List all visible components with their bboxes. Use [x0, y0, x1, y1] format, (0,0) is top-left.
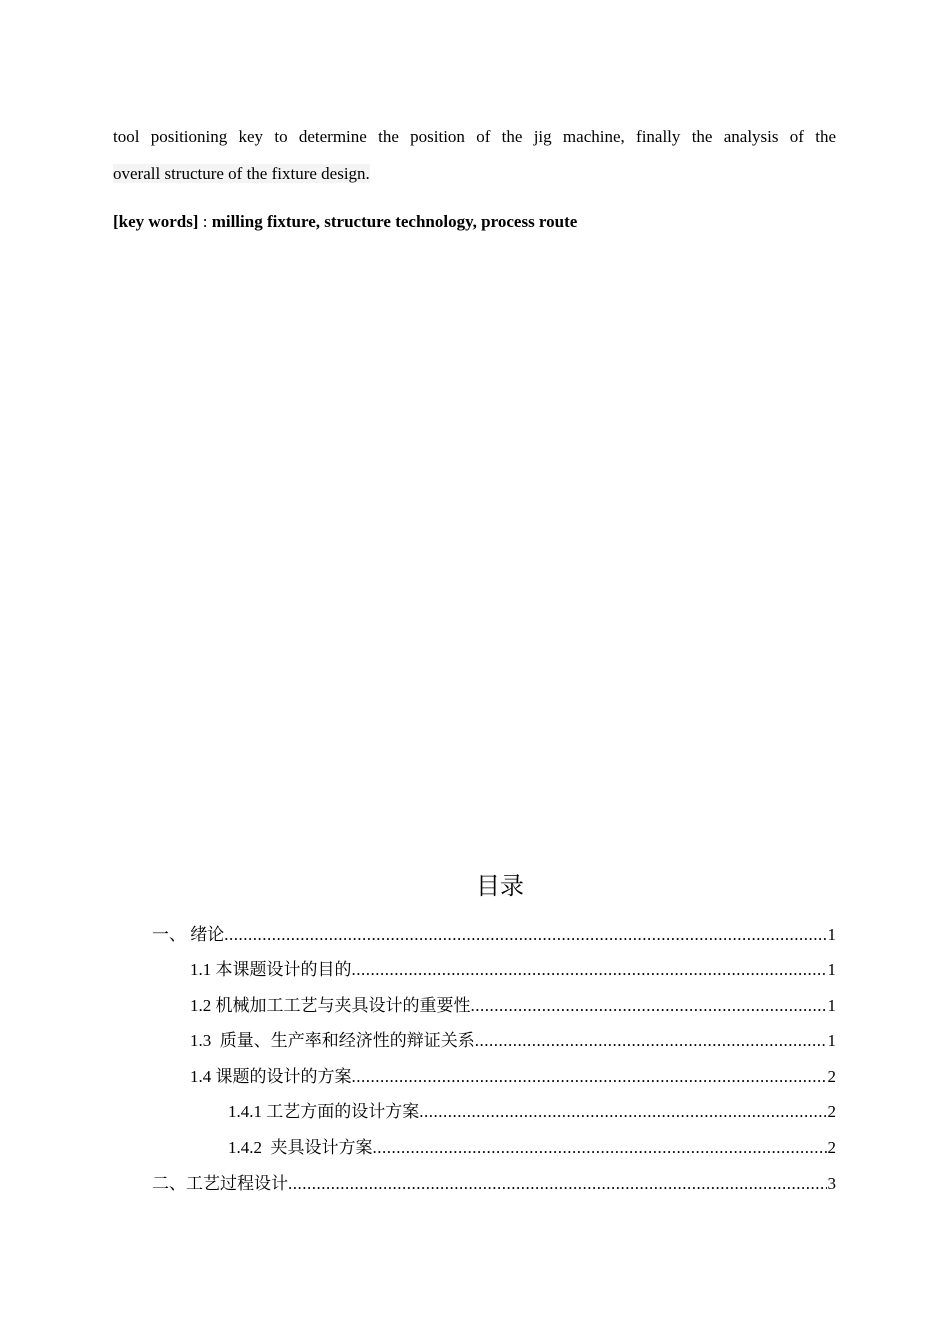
toc-leader-dots [373, 1136, 827, 1160]
toc-entry-label: 1.1 本课题设计的目的 [190, 960, 352, 979]
toc-entry-page: 1 [827, 996, 836, 1015]
toc-entry-page: 2 [827, 1102, 836, 1121]
toc-leader-dots [471, 994, 827, 1018]
toc-entry[interactable] [152, 1172, 836, 1196]
keywords-value: milling fixture, structure technology, process route [211, 212, 578, 231]
toc-leader-dots [475, 1029, 827, 1053]
toc-leader-dots [288, 1172, 827, 1196]
keywords-line [113, 203, 836, 240]
toc-leader-dots [352, 1065, 827, 1089]
abstract-line-1: tool positioning key to determine the position of the jig machine, finally the analysis of the [113, 127, 836, 146]
toc-entry[interactable] [228, 1136, 836, 1160]
toc-entry-page: 2 [827, 1067, 836, 1086]
toc-entry-label: 1.4.1 工艺方面的设计方案 [228, 1102, 420, 1121]
toc-leader-dots [419, 1100, 826, 1124]
toc-entry-page: 2 [827, 1138, 836, 1157]
toc-entry[interactable] [190, 1065, 836, 1089]
toc-entry[interactable] [228, 1100, 836, 1124]
toc-entry-label: 一、 绪论 [152, 925, 225, 944]
toc-entry[interactable] [152, 923, 836, 947]
toc-entry-label: 1.4 课题的设计的方案 [190, 1067, 352, 1086]
toc-entry-label: 1.2 机械加工工艺与夹具设计的重要性 [190, 996, 471, 1015]
toc-entry-label: 1.3 质量、生产率和经济性的辩证关系 [190, 1031, 475, 1050]
toc-entry[interactable] [190, 994, 836, 1018]
toc-entry-page: 3 [827, 1174, 836, 1193]
toc-entry-page: 1 [827, 960, 836, 979]
toc-entry-label: 1.4.2 夹具设计方案 [228, 1138, 373, 1157]
toc-entry-label: 二、工艺过程设计 [152, 1174, 288, 1193]
abstract-line-2-text: overall structure of the fixture design. [113, 164, 370, 183]
keywords-separator: : [198, 212, 212, 231]
toc-leader-dots [352, 958, 827, 982]
keywords-label: [key words] [113, 212, 199, 231]
toc-leader-dots [224, 923, 826, 947]
toc-entry[interactable] [190, 1029, 836, 1053]
toc-entry-page: 1 [827, 1031, 836, 1050]
toc-title: 目录 [476, 872, 524, 900]
toc-entry[interactable] [190, 958, 836, 982]
toc-entry-page: 1 [827, 925, 836, 944]
abstract-line-2 [113, 155, 836, 192]
